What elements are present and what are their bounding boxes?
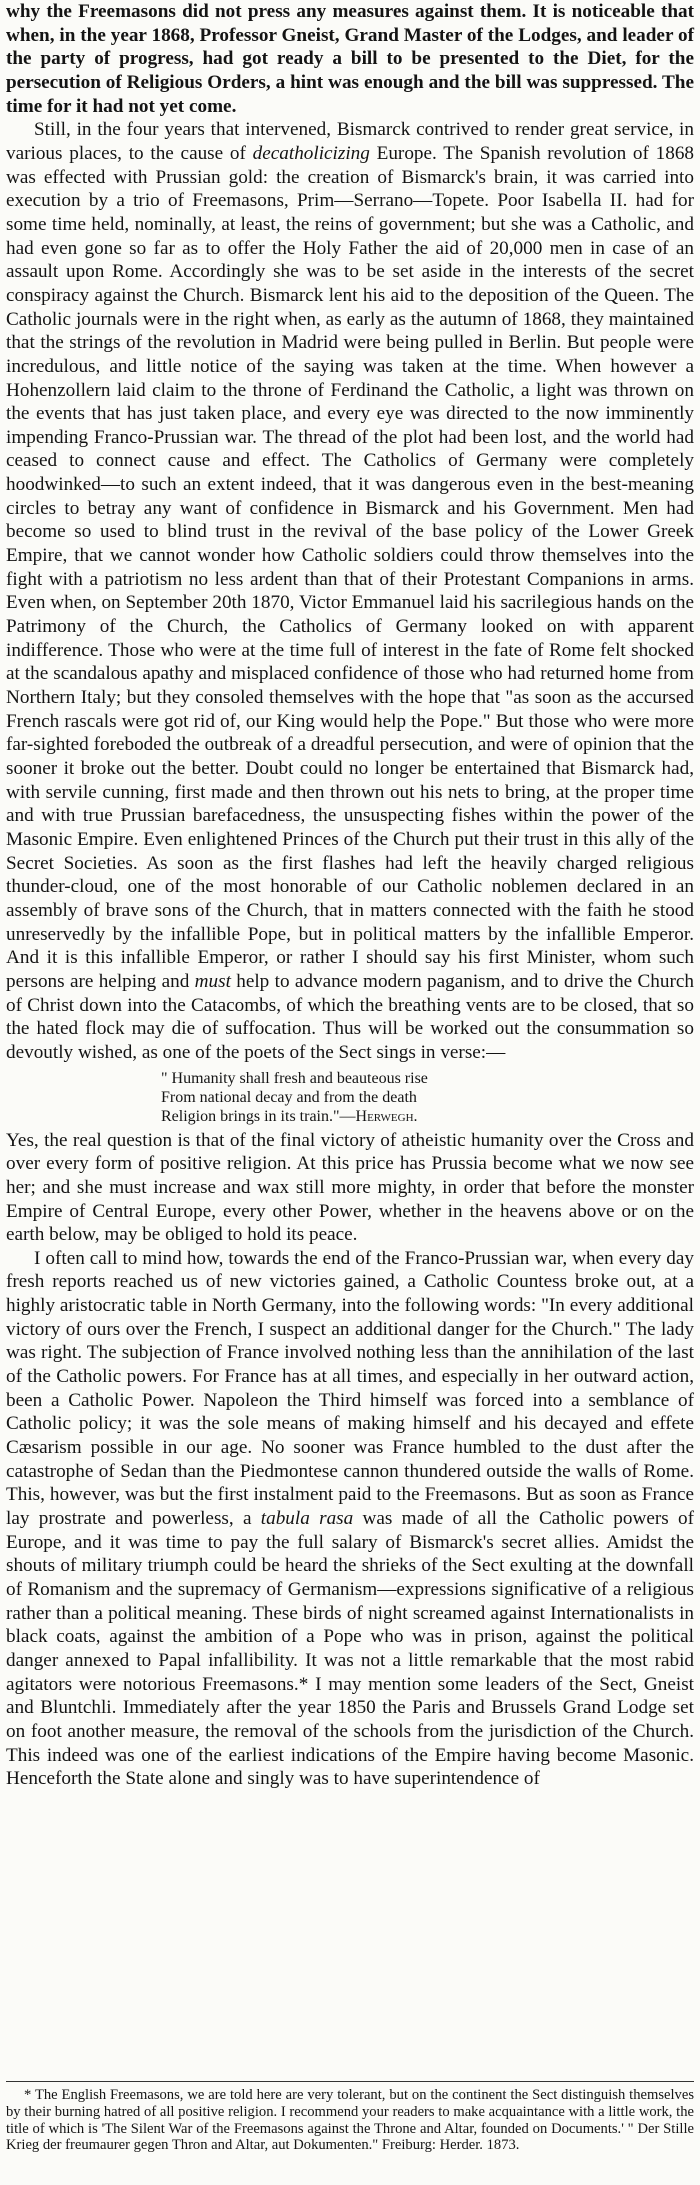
emphasis-tabula-rasa: tabula rasa: [260, 1508, 354, 1530]
verse-line-2: From national decay and from the death: [161, 1088, 417, 1106]
footnote: * The English Freemasons, we are told here are very tolerant, but on the continent the Sect distinguish themselves by their burning hatred of all positive religion. I recommend your readers to make acquaintance with a little work, the title of which is 'The Silent War of the Freemasons against the Throne and Altar, founded on Documents.' " Der Stille Krieg der freumaurer gegen Thron and Altar, aut Dokumenten." Freiburg: Herder. 1873.: [6, 2087, 694, 2154]
paragraph-2-text-c: help to advance modern paganism, and to drive the Church of Christ down into the Catacombs, of which the breathing vents are to be closed, that so the hated flock may die of suffocation. Thus will be worked out the consummation so devoutly wished, as one of the poets of the Sect sings in verse:—: [6, 970, 694, 1063]
emphasis-must: must: [194, 970, 231, 992]
verse-quote: [6, 1069, 694, 1126]
paragraph-4: [6, 1247, 694, 1791]
verse-line-1: " Humanity shall fresh and beauteous rise: [161, 1069, 428, 1087]
paragraph-2: [6, 118, 694, 1064]
body-text: [6, 0, 694, 1791]
paragraph-2-text-a: Still, in the four years that intervened, Bismarck contrived to render great service, in various places, to the cause of: [6, 119, 694, 164]
paragraph-4-text-a: I often call to mind how, towards the end of the Franco-Prussian war, when every day fresh reports reached us of new victories gained, a Catholic Countess broke out, at a highly aristocratic table in North Germany, into the following words: "In every additional victory of ours over the French, I suspect an additional danger for the Church." The lady was right. The subjection of France involved nothing less than the annihilation of the last of the Catholic powers. For France has at all times, and especially in her outward action, been a Catholic Power. Napoleon the Third himself was forced into a semblance of Catholic policy; it was the sole means of making himself and his decayed and effete Cæsarism possible in our age. No sooner was France humbled to the dust after the catastrophe of Sedan than the Piedmontese cannon thundered outside the walls of Rome. This, however, was but the first instalment paid to the Freemasons. But as soon as France lay prostrate and powerless, a: [6, 1247, 694, 1530]
verse-line-3: [161, 1107, 694, 1126]
emphasis-decatholicizing: decatholicizing: [252, 142, 370, 164]
paragraph-4-text-b: was made of all the Catholic powers of Europe, and it was time to pay the full salary of Bismarck's secret allies. Amidst the shouts of military triumph could be heard the shrieks of the Sect exulting at the downfall of Romanism and the supremacy of Germanism—expressions significative of a religious rather than a political meaning. These birds of night screamed against Internationalists in black coats, against the ambition of a Pope who was in prison, against the political danger annexed to Papal infallibility. It was not a little remarkable that the most rabid agitators were notorious Freemasons.* I may mention some leaders of the Sect, Gneist and Bluntchli. Immediately after the year 1850 the Paris and Brussels Grand Lodge set on foot another measure, the removal of the schools from the jurisdiction of the Church. This indeed was one of the earliest indications of the Empire having become Masonic. Henceforth the State alone and singly was to have superintendence of: [6, 1508, 694, 1790]
paragraph-2-text-b: Europe. The Spanish revolution of 1868 was effected with Prussian gold: the creation of Bismarck's brain, it was carried into execution by a trio of Freemasons, Prim—Serrano—Topete. Poor Isabella II. had for some time held, nominally, at least, the reins of government; but she was a Catholic, and had even gone so far as to offer the Holy Father the aid of 20,000 men in case of an assault upon Rome. Accordingly she was to be set aside in the interests of the secret conspiracy against the Church. Bismarck lent his aid to the deposition of the Queen. The Catholic journals were in the right when, as early as the autumn of 1868, they maintained that the strings of the revolution in Madrid were being pulled in Berlin. But people were incredulous, and little notice of the saying was taken at the time. When however a Hohenzollern laid claim to the throne of Ferdinand the Catholic, a light was thrown on the events that has just taken place, and every eye was directed to the now imminently impending Franco-Prussian war. The thread of the plot had been lost, and the world had ceased to connect cause and effect. The Catholics of Germany were completely hoodwinked—to such an extent indeed, that it was dangerous even in the best-meaning circles to betray any want of confidence in Bismarck and his Government. Men had become so used to blind trust in the revival of the base policy of the Lower Greek Empire, that we cannot wonder how Catholic soldiers could throw themselves into the fight with a patriotism no less ardent than that of their Protestant Companions in arms. Even when, on September 20th 1870, Victor Emmanuel laid his sacrilegious hands on the Patrimony of the Church, the Catholics of Germany looked on with apparent indifference. Those who were at the time full of interest in the fate of Rome felt shocked at the scandalous apathy and misplaced confidence of those who had returned home from Northern Italy; but they consoled themselves with the hope that "as soon as the accursed French rascals were got rid of, our King would help the Pope." But those who were more far-sighted foreboded the outbreak of a dreadful persecution, and were of opinion that the sooner it broke out the better. Doubt could no longer be entertained that Bismarck had, with servile cunning, first made and then thrown out his nets to bring, at the proper time and with true Prussian barefacedness, the unsuspecting fishes within the power of the Masonic Empire. Even enlightened Princes of the Church put their trust in this ally of the Secret Societies. As soon as the first flashes had left the heavily charged religious thunder-cloud, one of the most honorable of our Catholic noblemen declared in an assembly of brave sons of the Church, that in matters connected with the faith he stood unreservedly by the infallible Pope, but in political matters by the infallible Emperor. And it is this infallible Emperor, or rather I should say his first Minister, whom such persons are helping and: [6, 142, 695, 992]
verse-line-3-text: Religion brings in its train."—: [161, 1107, 356, 1125]
paragraph-3: Yes, the real question is that of the final victory of atheistic humanity over the Cross and over every form of positive religion. At this price has Prussia become what we now see her; and she must increase and wax still more mighty, in order that before the monster Empire of Central Europe, every other Power, whether in the heavens above or on the earth below, may be obliged to hold its peace.: [6, 1129, 694, 1246]
footnote-divider: [6, 2081, 694, 2082]
verse-attribution: Herwegh.: [355, 1107, 418, 1125]
paragraph-1: why the Freemasons did not press any measures against them. It is noticeable that when, in the year 1868, Professor Gneist, Grand Master of the Lodges, and leader of the party of progress, had got ready a bill to be presented to the Diet, for the persecution of Religious Orders, a hint was enough and the bill was suppressed. The time for it had not yet come.: [6, 1, 694, 117]
